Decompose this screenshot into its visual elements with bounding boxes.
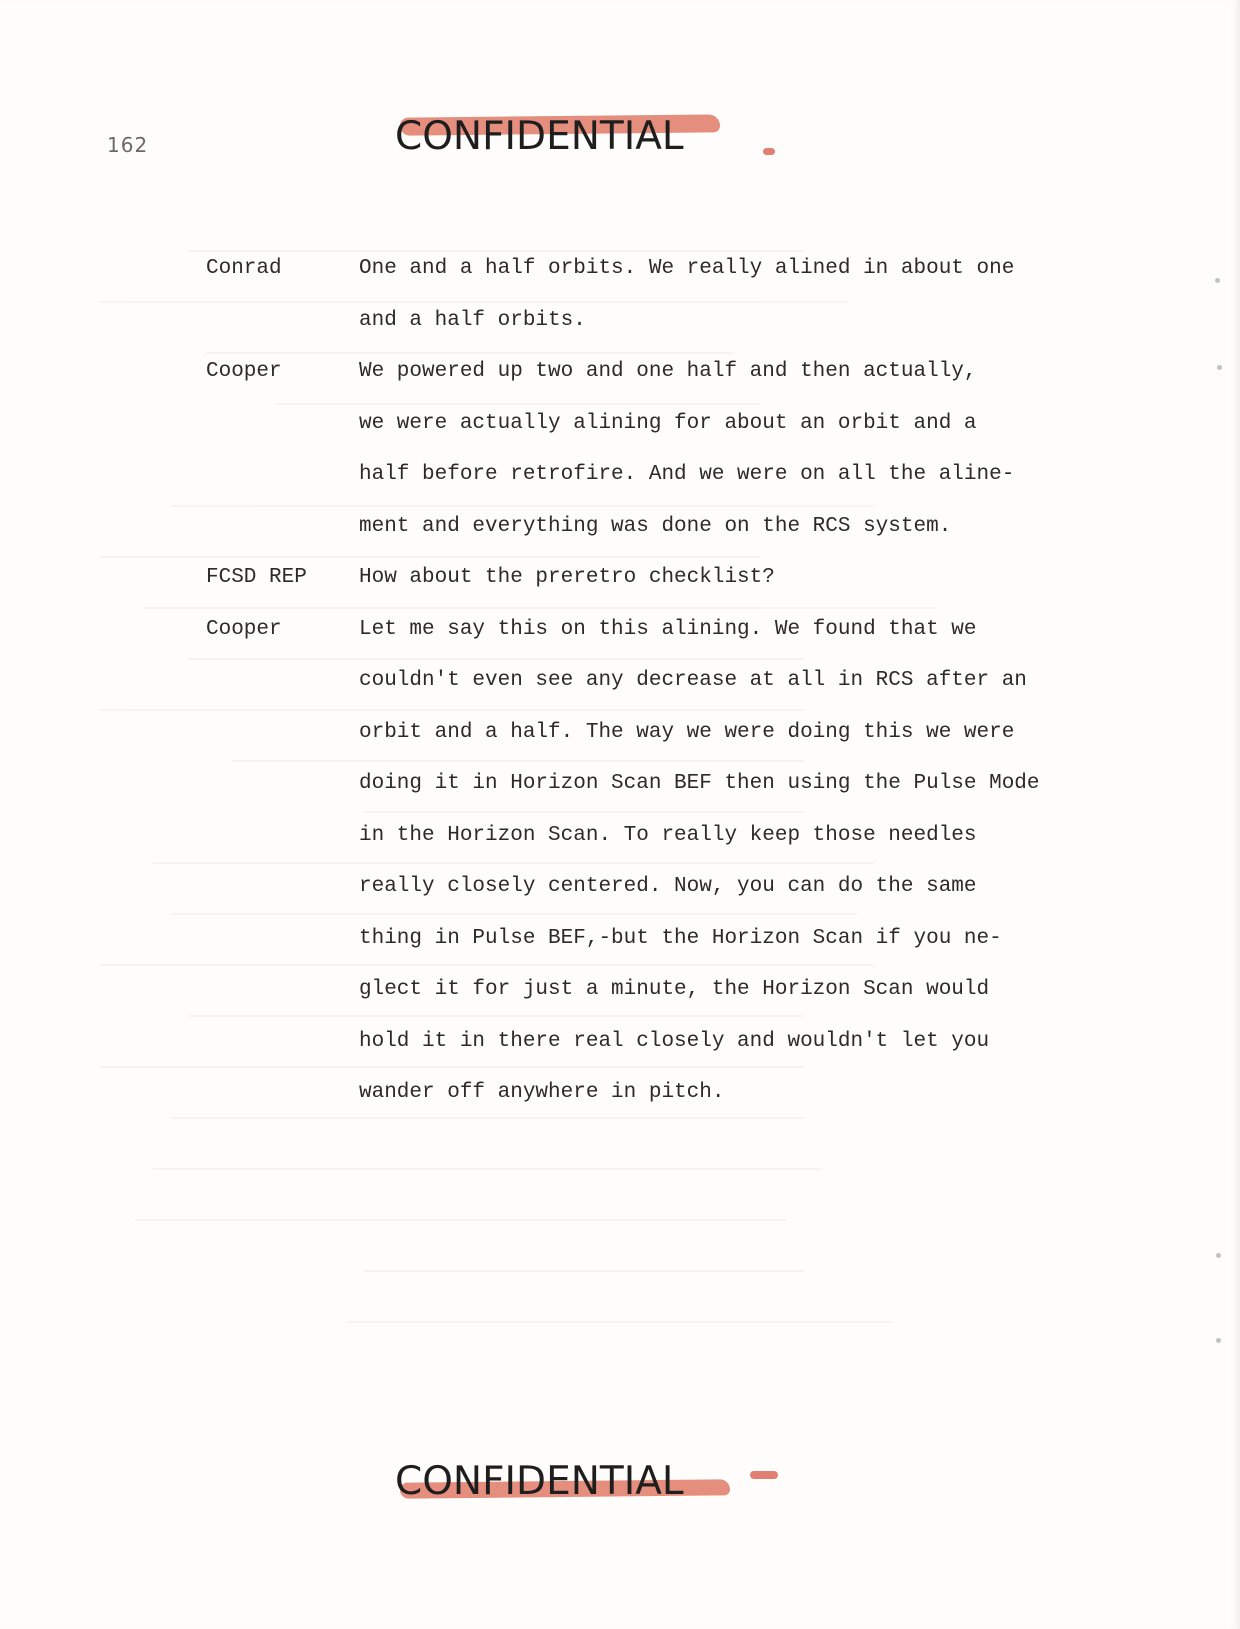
transcript-line: really closely centered. Now, you can do the same [359, 875, 977, 898]
speaker-name: Cooper [206, 618, 282, 641]
red-smear [763, 148, 775, 155]
transcript-line: glect it for just a minute, the Horizon Scan would [359, 978, 990, 1001]
transcript-line: in the Horizon Scan. To really keep those needles [359, 824, 977, 847]
edge-speck [1216, 1253, 1221, 1258]
transcript-line: One and a half orbits. We really alined in about one [359, 257, 1015, 280]
speaker-name: Cooper [206, 360, 282, 383]
transcript-line: wander off anywhere in pitch. [359, 1081, 725, 1104]
transcript-line: ment and everything was done on the RCS system. [359, 515, 952, 538]
confidential-label: CONFIDENTIAL [395, 114, 684, 159]
transcript-line: orbit and a half. The way we were doing this we were [359, 721, 1015, 744]
speaker-name: Conrad [206, 257, 282, 280]
confidential-stamp-header [395, 112, 815, 168]
edge-speck [1215, 278, 1220, 283]
transcript-line: thing in Pulse BEF,-but the Horizon Scan if you ne- [359, 927, 1002, 950]
transcript-line: doing it in Horizon Scan BEF then using the Pulse Mode [359, 772, 1040, 795]
transcript-line: half before retrofire. And we were on all the aline- [359, 463, 1015, 486]
transcript-line: Let me say this on this alining. We found that we [359, 618, 977, 641]
edge-speck [1216, 1338, 1221, 1343]
transcript-line: we were actually alining for about an orbit and a [359, 412, 977, 435]
transcript-line: couldn't even see any decrease at all in RCS after an [359, 669, 1027, 692]
page-number: 162 [107, 133, 149, 157]
confidential-stamp-footer [395, 1457, 815, 1513]
transcript-line: hold it in there real closely and wouldn't let you [359, 1030, 990, 1053]
transcript-line: and a half orbits. [359, 309, 586, 332]
edge-speck [1217, 365, 1222, 370]
transcript-line: How about the preretro checklist? [359, 566, 775, 589]
transcript-line: We powered up two and one half and then actually, [359, 360, 977, 383]
red-smear [750, 1471, 778, 1479]
confidential-label: CONFIDENTIAL [395, 1459, 684, 1504]
speaker-name: FCSD REP [206, 566, 307, 589]
